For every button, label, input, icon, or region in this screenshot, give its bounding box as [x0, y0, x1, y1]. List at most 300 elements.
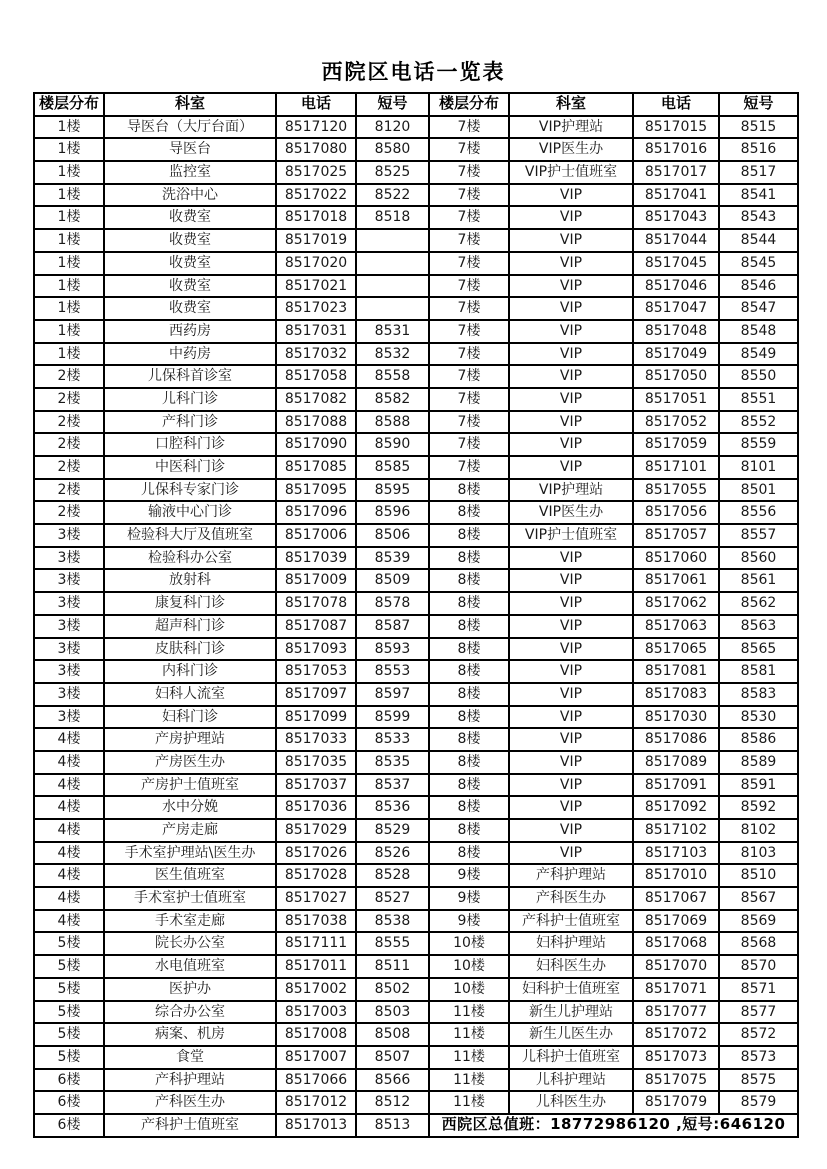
cell-left-floor: 1楼 [34, 343, 104, 366]
cell-right-department: VIP [509, 706, 633, 729]
table-row [34, 229, 798, 252]
cell-right-department: VIP [509, 343, 633, 366]
cell-left-department: 中医科门诊 [104, 456, 276, 479]
cell-right-phone: 8517049 [633, 343, 719, 366]
cell-right-department: VIP [509, 456, 633, 479]
cell-left-floor: 3楼 [34, 706, 104, 729]
cell-left-floor: 2楼 [34, 388, 104, 411]
cell-left-phone: 8517028 [276, 864, 356, 887]
cell-right-floor: 7楼 [429, 184, 509, 207]
cell-left-floor: 5楼 [34, 1023, 104, 1046]
table-row [34, 842, 798, 865]
cell-left-department: 妇科人流室 [104, 683, 276, 706]
cell-left-short-number: 8533 [356, 728, 429, 751]
cell-right-phone: 8517043 [633, 206, 719, 229]
cell-left-department: 口腔科门诊 [104, 433, 276, 456]
cell-right-floor: 8楼 [429, 615, 509, 638]
table-row [34, 751, 798, 774]
cell-left-department: 收费室 [104, 252, 276, 275]
cell-right-floor: 10楼 [429, 955, 509, 978]
cell-left-short-number [356, 229, 429, 252]
cell-left-phone: 8517009 [276, 569, 356, 592]
table-row [34, 433, 798, 456]
cell-right-floor: 7楼 [429, 161, 509, 184]
cell-right-department: VIP护士值班室 [509, 161, 633, 184]
table-row [34, 1001, 798, 1024]
cell-right-floor: 8楼 [429, 728, 509, 751]
cell-left-department: 皮肤科门诊 [104, 638, 276, 661]
cell-right-floor: 8楼 [429, 751, 509, 774]
table-row [34, 864, 798, 887]
cell-right-short-number: 8541 [719, 184, 798, 207]
cell-right-department: VIP [509, 751, 633, 774]
cell-right-floor: 7楼 [429, 138, 509, 161]
header-short-number-right: 短号 [719, 93, 798, 116]
cell-left-department: 产房走廊 [104, 819, 276, 842]
cell-right-short-number: 8530 [719, 706, 798, 729]
cell-right-department: VIP [509, 297, 633, 320]
cell-left-short-number: 8531 [356, 320, 429, 343]
cell-right-floor: 11楼 [429, 1046, 509, 1069]
cell-right-floor: 8楼 [429, 592, 509, 615]
cell-left-phone: 8517037 [276, 774, 356, 797]
cell-right-phone: 8517030 [633, 706, 719, 729]
cell-left-short-number: 8512 [356, 1091, 429, 1114]
cell-right-phone: 8517050 [633, 365, 719, 388]
cell-right-phone: 8517081 [633, 660, 719, 683]
cell-left-phone: 8517027 [276, 887, 356, 910]
cell-right-floor: 8楼 [429, 706, 509, 729]
cell-right-phone: 8517083 [633, 683, 719, 706]
table-row [34, 796, 798, 819]
cell-left-short-number: 8529 [356, 819, 429, 842]
cell-left-department: 医生值班室 [104, 864, 276, 887]
table-row [34, 365, 798, 388]
cell-left-department: 产科护士值班室 [104, 1114, 276, 1137]
table-row [34, 411, 798, 434]
cell-left-short-number: 8558 [356, 365, 429, 388]
cell-right-floor: 7楼 [429, 388, 509, 411]
cell-left-floor: 4楼 [34, 910, 104, 933]
cell-left-short-number: 8590 [356, 433, 429, 456]
cell-right-short-number: 8516 [719, 138, 798, 161]
cell-left-short-number: 8513 [356, 1114, 429, 1137]
general-duty-phone-footer: 西院区总值班：18772986120 ,短号:646120 [429, 1114, 798, 1137]
cell-left-floor: 1楼 [34, 184, 104, 207]
cell-right-short-number: 8581 [719, 660, 798, 683]
cell-left-short-number: 8508 [356, 1023, 429, 1046]
cell-right-short-number: 8545 [719, 252, 798, 275]
cell-right-phone: 8517075 [633, 1069, 719, 1092]
cell-left-phone: 8517006 [276, 524, 356, 547]
cell-left-phone: 8517013 [276, 1114, 356, 1137]
cell-right-short-number: 8583 [719, 683, 798, 706]
table-row [34, 138, 798, 161]
cell-left-phone: 8517097 [276, 683, 356, 706]
cell-left-phone: 8517031 [276, 320, 356, 343]
cell-right-phone: 8517067 [633, 887, 719, 910]
cell-left-floor: 3楼 [34, 615, 104, 638]
cell-left-short-number: 8536 [356, 796, 429, 819]
cell-right-short-number: 8544 [719, 229, 798, 252]
cell-right-department: 儿科护士值班室 [509, 1046, 633, 1069]
cell-right-short-number: 8102 [719, 819, 798, 842]
cell-left-department: 产房护理站 [104, 728, 276, 751]
cell-right-department: VIP护士值班室 [509, 524, 633, 547]
cell-left-department: 病案、机房 [104, 1023, 276, 1046]
table-row [34, 978, 798, 1001]
cell-left-floor: 5楼 [34, 932, 104, 955]
cell-left-department: 西药房 [104, 320, 276, 343]
cell-left-phone: 8517087 [276, 615, 356, 638]
cell-left-department: 收费室 [104, 297, 276, 320]
cell-right-phone: 8517102 [633, 819, 719, 842]
cell-left-short-number: 8527 [356, 887, 429, 910]
cell-left-floor: 1楼 [34, 252, 104, 275]
cell-right-floor: 7楼 [429, 297, 509, 320]
cell-right-phone: 8517077 [633, 1001, 719, 1024]
cell-left-floor: 3楼 [34, 592, 104, 615]
cell-right-department: VIP [509, 819, 633, 842]
cell-left-department: 收费室 [104, 275, 276, 298]
cell-left-phone: 8517058 [276, 365, 356, 388]
cell-right-floor: 7楼 [429, 411, 509, 434]
cell-right-phone: 8517010 [633, 864, 719, 887]
cell-right-short-number: 8569 [719, 910, 798, 933]
cell-left-floor: 4楼 [34, 842, 104, 865]
table-row [34, 252, 798, 275]
cell-right-department: VIP [509, 728, 633, 751]
cell-left-short-number: 8503 [356, 1001, 429, 1024]
cell-left-department: 产科医生办 [104, 1091, 276, 1114]
cell-right-phone: 8517091 [633, 774, 719, 797]
cell-left-short-number: 8506 [356, 524, 429, 547]
cell-right-department: VIP [509, 569, 633, 592]
cell-left-department: 手术室护理站\医生办 [104, 842, 276, 865]
cell-right-phone: 8517057 [633, 524, 719, 547]
table-row [34, 320, 798, 343]
cell-left-phone: 8517012 [276, 1091, 356, 1114]
cell-left-short-number: 8553 [356, 660, 429, 683]
cell-left-short-number: 8538 [356, 910, 429, 933]
table-row [34, 615, 798, 638]
cell-left-department: 洗浴中心 [104, 184, 276, 207]
cell-right-phone: 8517055 [633, 479, 719, 502]
cell-right-phone: 8517048 [633, 320, 719, 343]
cell-right-department: VIP [509, 365, 633, 388]
cell-left-floor: 4楼 [34, 728, 104, 751]
cell-left-phone: 8517003 [276, 1001, 356, 1024]
cell-right-department: VIP [509, 229, 633, 252]
cell-left-phone: 8517002 [276, 978, 356, 1001]
cell-right-department: 妇科护士值班室 [509, 978, 633, 1001]
cell-left-phone: 8517082 [276, 388, 356, 411]
cell-right-floor: 7楼 [429, 275, 509, 298]
cell-left-department: 检验科办公室 [104, 547, 276, 570]
cell-right-floor: 7楼 [429, 343, 509, 366]
cell-right-phone: 8517103 [633, 842, 719, 865]
cell-right-floor: 8楼 [429, 501, 509, 524]
table-row [34, 1114, 798, 1137]
header-phone-right: 电话 [633, 93, 719, 116]
cell-left-floor: 6楼 [34, 1091, 104, 1114]
cell-left-department: 检验科大厅及值班室 [104, 524, 276, 547]
cell-left-floor: 4楼 [34, 887, 104, 910]
table-row [34, 887, 798, 910]
cell-right-phone: 8517041 [633, 184, 719, 207]
cell-left-floor: 1楼 [34, 320, 104, 343]
cell-left-floor: 3楼 [34, 660, 104, 683]
cell-right-short-number: 8543 [719, 206, 798, 229]
cell-right-department: 产科护士值班室 [509, 910, 633, 933]
cell-right-phone: 8517073 [633, 1046, 719, 1069]
table-row [34, 910, 798, 933]
cell-left-short-number: 8566 [356, 1069, 429, 1092]
cell-left-short-number: 8537 [356, 774, 429, 797]
cell-right-department: VIP [509, 796, 633, 819]
cell-right-department: VIP [509, 320, 633, 343]
cell-right-short-number: 8103 [719, 842, 798, 865]
cell-right-phone: 8517092 [633, 796, 719, 819]
cell-right-floor: 8楼 [429, 683, 509, 706]
cell-left-short-number: 8518 [356, 206, 429, 229]
cell-left-phone: 8517021 [276, 275, 356, 298]
cell-left-floor: 1楼 [34, 206, 104, 229]
cell-left-short-number: 8507 [356, 1046, 429, 1069]
cell-left-department: 食堂 [104, 1046, 276, 1069]
cell-left-floor: 1楼 [34, 297, 104, 320]
cell-left-department: 医护办 [104, 978, 276, 1001]
cell-right-short-number: 8551 [719, 388, 798, 411]
page-title: 西院区电话一览表 [321, 60, 506, 84]
cell-right-floor: 8楼 [429, 479, 509, 502]
cell-left-department: 导医台 [104, 138, 276, 161]
cell-right-short-number: 8570 [719, 955, 798, 978]
cell-left-department: 儿科门诊 [104, 388, 276, 411]
cell-left-short-number: 8502 [356, 978, 429, 1001]
cell-left-floor: 4楼 [34, 796, 104, 819]
cell-left-phone: 8517095 [276, 479, 356, 502]
cell-left-phone: 8517120 [276, 116, 356, 139]
cell-left-short-number: 8578 [356, 592, 429, 615]
cell-left-short-number: 8528 [356, 864, 429, 887]
table-row [34, 275, 798, 298]
cell-left-floor: 4楼 [34, 864, 104, 887]
cell-right-short-number: 8572 [719, 1023, 798, 1046]
cell-right-floor: 7楼 [429, 252, 509, 275]
cell-right-floor: 7楼 [429, 206, 509, 229]
cell-right-department: VIP [509, 433, 633, 456]
cell-right-short-number: 8562 [719, 592, 798, 615]
cell-left-department: 水中分娩 [104, 796, 276, 819]
cell-right-phone: 8517059 [633, 433, 719, 456]
cell-right-department: VIP医生办 [509, 138, 633, 161]
cell-right-floor: 7楼 [429, 456, 509, 479]
cell-left-phone: 8517023 [276, 297, 356, 320]
table-row [34, 1023, 798, 1046]
cell-right-department: VIP [509, 774, 633, 797]
cell-right-short-number: 8517 [719, 161, 798, 184]
cell-right-department: 产科医生办 [509, 887, 633, 910]
table-row [34, 1046, 798, 1069]
cell-left-short-number [356, 275, 429, 298]
table-row [34, 501, 798, 524]
cell-right-short-number: 8591 [719, 774, 798, 797]
table-row [34, 343, 798, 366]
cell-left-phone: 8517018 [276, 206, 356, 229]
cell-left-floor: 4楼 [34, 819, 104, 842]
header-short-number-left: 短号 [356, 93, 429, 116]
cell-left-floor: 6楼 [34, 1069, 104, 1092]
cell-left-short-number: 8595 [356, 479, 429, 502]
cell-right-department: VIP [509, 615, 633, 638]
table-row [34, 116, 798, 139]
cell-left-floor: 2楼 [34, 479, 104, 502]
cell-right-phone: 8517068 [633, 932, 719, 955]
phone-directory-table [33, 92, 799, 1138]
cell-right-short-number: 8563 [719, 615, 798, 638]
cell-left-phone: 8517088 [276, 411, 356, 434]
cell-left-short-number [356, 297, 429, 320]
table-row [34, 660, 798, 683]
cell-left-short-number: 8596 [356, 501, 429, 524]
table-row [34, 1069, 798, 1092]
cell-left-floor: 3楼 [34, 638, 104, 661]
table-row [34, 547, 798, 570]
cell-left-phone: 8517080 [276, 138, 356, 161]
cell-left-short-number: 8580 [356, 138, 429, 161]
header-row [34, 93, 798, 116]
cell-right-short-number: 8567 [719, 887, 798, 910]
cell-left-department: 导医台（大厅台面） [104, 116, 276, 139]
cell-right-phone: 8517052 [633, 411, 719, 434]
cell-right-phone: 8517051 [633, 388, 719, 411]
cell-left-floor: 2楼 [34, 433, 104, 456]
table-row [34, 955, 798, 978]
cell-left-phone: 8517020 [276, 252, 356, 275]
cell-left-short-number: 8588 [356, 411, 429, 434]
cell-right-short-number: 8586 [719, 728, 798, 751]
cell-left-floor: 1楼 [34, 161, 104, 184]
cell-left-floor: 5楼 [34, 1046, 104, 1069]
cell-right-floor: 7楼 [429, 116, 509, 139]
cell-left-floor: 3楼 [34, 683, 104, 706]
cell-right-short-number: 8560 [719, 547, 798, 570]
cell-right-floor: 8楼 [429, 842, 509, 865]
cell-right-short-number: 8550 [719, 365, 798, 388]
cell-left-short-number: 8582 [356, 388, 429, 411]
cell-right-phone: 8517069 [633, 910, 719, 933]
cell-left-department: 监控室 [104, 161, 276, 184]
cell-right-department: 妇科护理站 [509, 932, 633, 955]
cell-right-floor: 8楼 [429, 569, 509, 592]
cell-left-phone: 8517066 [276, 1069, 356, 1092]
cell-right-floor: 7楼 [429, 433, 509, 456]
cell-right-short-number: 8568 [719, 932, 798, 955]
cell-left-phone: 8517008 [276, 1023, 356, 1046]
cell-left-phone: 8517036 [276, 796, 356, 819]
cell-right-phone: 8517063 [633, 615, 719, 638]
cell-left-floor: 1楼 [34, 116, 104, 139]
cell-left-short-number: 8532 [356, 343, 429, 366]
cell-right-department: VIP [509, 592, 633, 615]
cell-left-floor: 3楼 [34, 524, 104, 547]
cell-right-short-number: 8589 [719, 751, 798, 774]
table-row [34, 932, 798, 955]
cell-left-department: 放射科 [104, 569, 276, 592]
cell-left-phone: 8517093 [276, 638, 356, 661]
cell-left-short-number: 8555 [356, 932, 429, 955]
cell-right-short-number: 8549 [719, 343, 798, 366]
cell-right-floor: 8楼 [429, 524, 509, 547]
cell-right-short-number: 8559 [719, 433, 798, 456]
cell-left-department: 院长办公室 [104, 932, 276, 955]
cell-right-department: VIP [509, 206, 633, 229]
cell-right-short-number: 8101 [719, 456, 798, 479]
cell-left-short-number: 8597 [356, 683, 429, 706]
cell-left-department: 水电值班室 [104, 955, 276, 978]
cell-right-department: 新生儿医生办 [509, 1023, 633, 1046]
table-row [34, 297, 798, 320]
cell-right-phone: 8517045 [633, 252, 719, 275]
table-row [34, 728, 798, 751]
cell-left-phone: 8517085 [276, 456, 356, 479]
cell-left-short-number: 8511 [356, 955, 429, 978]
cell-right-department: VIP [509, 660, 633, 683]
cell-left-phone: 8517025 [276, 161, 356, 184]
cell-right-short-number: 8552 [719, 411, 798, 434]
cell-left-phone: 8517029 [276, 819, 356, 842]
cell-right-phone: 8517072 [633, 1023, 719, 1046]
cell-left-floor: 2楼 [34, 365, 104, 388]
cell-left-department: 产科护理站 [104, 1069, 276, 1092]
cell-left-phone: 8517038 [276, 910, 356, 933]
cell-left-department: 产房医生办 [104, 751, 276, 774]
cell-right-floor: 11楼 [429, 1091, 509, 1114]
cell-right-short-number: 8579 [719, 1091, 798, 1114]
cell-left-phone: 8517026 [276, 842, 356, 865]
cell-right-department: VIP [509, 842, 633, 865]
cell-right-department: 儿科医生办 [509, 1091, 633, 1114]
cell-right-short-number: 8571 [719, 978, 798, 1001]
cell-left-floor: 2楼 [34, 501, 104, 524]
cell-left-phone: 8517011 [276, 955, 356, 978]
cell-left-department: 输液中心门诊 [104, 501, 276, 524]
cell-right-phone: 8517044 [633, 229, 719, 252]
cell-right-floor: 10楼 [429, 932, 509, 955]
cell-right-floor: 8楼 [429, 547, 509, 570]
cell-right-phone: 8517017 [633, 161, 719, 184]
cell-right-department: VIP医生办 [509, 501, 633, 524]
cell-right-department: VIP [509, 638, 633, 661]
table-row [34, 1091, 798, 1114]
cell-right-phone: 8517046 [633, 275, 719, 298]
cell-left-department: 收费室 [104, 206, 276, 229]
cell-right-short-number: 8556 [719, 501, 798, 524]
cell-right-floor: 9楼 [429, 910, 509, 933]
cell-left-phone: 8517111 [276, 932, 356, 955]
table-row [34, 161, 798, 184]
cell-left-phone: 8517032 [276, 343, 356, 366]
cell-left-department: 中药房 [104, 343, 276, 366]
cell-right-floor: 9楼 [429, 887, 509, 910]
table-row [34, 388, 798, 411]
cell-right-floor: 7楼 [429, 365, 509, 388]
cell-right-phone: 8517079 [633, 1091, 719, 1114]
cell-left-phone: 8517090 [276, 433, 356, 456]
cell-right-short-number: 8561 [719, 569, 798, 592]
cell-right-short-number: 8573 [719, 1046, 798, 1069]
